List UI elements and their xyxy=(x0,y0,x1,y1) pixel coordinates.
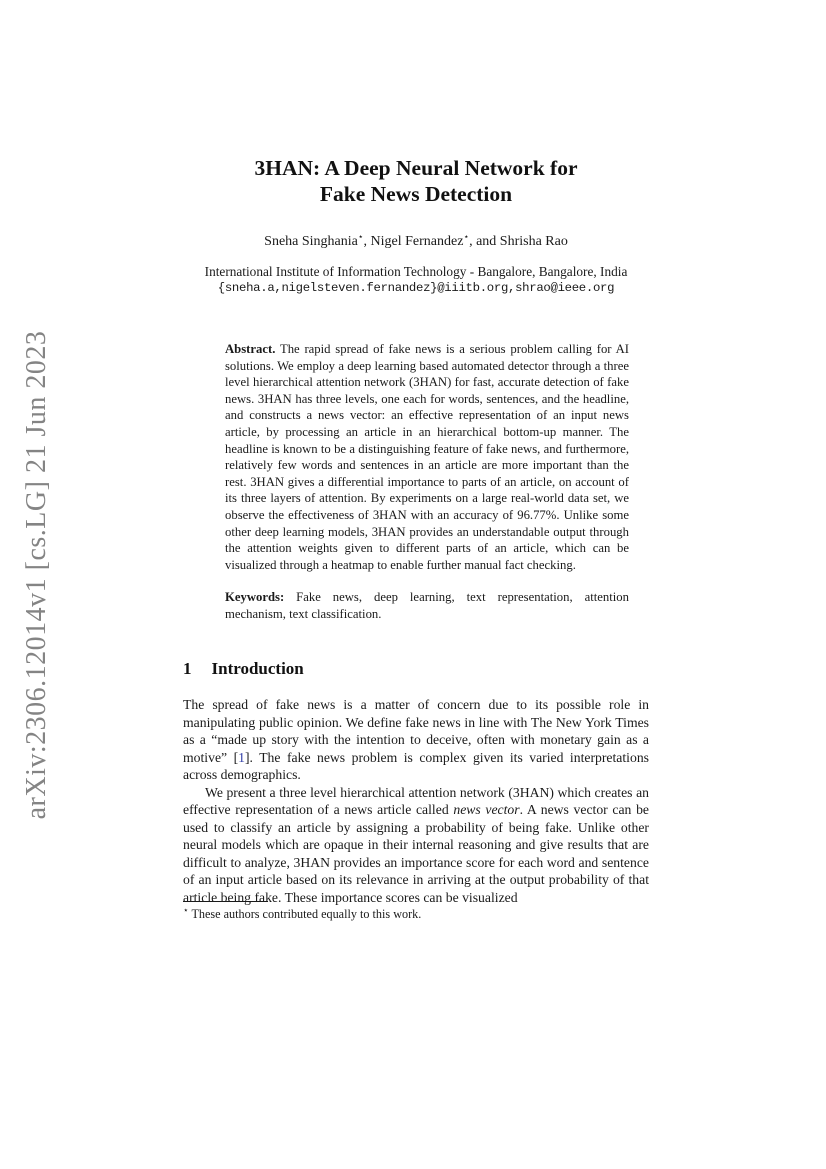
author-line xyxy=(183,231,649,250)
footnote-content: These authors contributed equally to this work. xyxy=(188,907,422,921)
intro-paragraph-1 xyxy=(183,696,649,784)
author-name: , Nigel Fernandez xyxy=(363,234,464,249)
author-footnote-marker: ⋆ xyxy=(357,231,364,242)
citation-link-1[interactable]: 1 xyxy=(238,749,245,765)
keywords-label: Keywords: xyxy=(225,590,285,605)
author-name: , and Shrisha Rao xyxy=(469,234,568,249)
abstract-block xyxy=(225,341,629,623)
news-vector-term: news vector xyxy=(453,802,520,817)
footnote-text xyxy=(183,904,649,922)
paper-title-line2: Fake News Detection xyxy=(319,182,513,206)
author-footnote-marker: ⋆ xyxy=(463,231,470,242)
footnote-marker: ⋆ xyxy=(183,904,189,915)
footnote-block xyxy=(183,901,649,922)
abstract-paragraph xyxy=(225,341,629,573)
intro-para2-text: . A news vector can be used to classify an article by assigning a probability of being fake. Unlike other neural models which are opaque in their internal reasoning and give results that are difficult to analyze, 3HAN provides an importance score for each word and sentence of an input article based on its relevance in arriving at the output probability of that article being fake. These importance scores can be visualized xyxy=(183,802,649,905)
affiliation-line: International Institute of Information Technology - Bangalore, Bangalore, India xyxy=(204,264,628,279)
intro-para2-text: We present a three level hierarchical attention network (3HAN) which creates an effective representation of a news article called xyxy=(183,784,649,817)
intro-para1-text: The spread of fake news is a matter of concern due to its possible role in manipulating public opinion. We define fake news in line with The New York Times as a “made up story with the intention to deceive, often with monetary gain as a motive” [ xyxy=(183,697,649,765)
paper-title xyxy=(183,155,649,207)
intro-paragraph-2 xyxy=(183,784,649,907)
introduction-body xyxy=(183,696,649,906)
intro-para1-text: ]. The fake news problem is complex given its varied interpretations across demographics. xyxy=(183,749,649,782)
email-line: {sneha.a,nigelsteven.fernandez}@iiitb.org,shrao@ieee.org xyxy=(217,281,615,295)
section-heading-introduction xyxy=(183,659,649,679)
paper-title-line1: 3HAN: A Deep Neural Network for xyxy=(254,156,578,180)
author-name: Sneha Singhania xyxy=(264,234,358,249)
keywords-text: Fake news, deep learning, text representation, attention mechanism, text classification. xyxy=(225,590,629,621)
arxiv-watermark: arXiv:2306.12014v1 [cs.LG] 21 Jun 2023 xyxy=(21,330,52,820)
section-number: 1 xyxy=(183,659,192,678)
abstract-label: Abstract. xyxy=(225,342,276,356)
section-title: Introduction xyxy=(211,659,304,678)
footnote-divider xyxy=(183,901,268,902)
abstract-text: The rapid spread of fake news is a serious problem calling for AI solutions. We employ a deep learning based automated detector through a three level hierarchical attention network (3HAN) for fast, accurate detection of fake news. 3HAN has three levels, one each for words, sentences, and the headline, and constructs a news vector: an effective representation of an input news article, by processing an article in an hierarchical bottom-up manner. The headline is known to be a distinguishing feature of fake news, and furthermore, relatively few words and sentences in an article are more important than the rest. 3HAN gives a differential importance to parts of an article, on account of its three layers of attention. By experiments on a large real-world data set, we observe the effectiveness of 3HAN with an accuracy of 96.77%. Unlike some other deep learning models, 3HAN provides an understandable output through the attention weights given to different parts of an article, which can be visualized through a heatmap to enable further manual fact checking. xyxy=(225,342,629,572)
keywords-paragraph xyxy=(225,589,629,622)
